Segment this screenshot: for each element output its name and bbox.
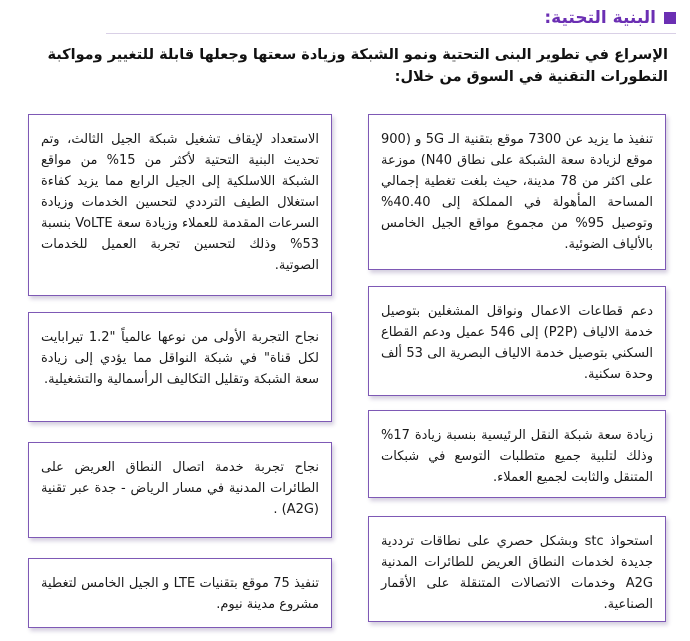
card-neom-coverage: تنفيذ 75 موقع بتقنيات LTE و الجيل الخامس لتغطية مشروع مدينة نيوم. [28,558,332,628]
bullet-square-icon [664,12,676,24]
section-heading [544,8,676,28]
card-terabit-trial: نجاح التجربة الأولى من نوعها عالمياً "1.2 تيرابايت لكل قناة" في شبكة النواقل مما يؤدي إلى زيادة سعة الشبكة وتقليل التكاليف الرأسمالية والتشغيلية. [28,312,332,422]
card-spectrum-acquisition: استحواذ stc وبشكل حصري على نطاقات ترددية جديدة لخدمات النطاق العريض للطائرات المدنية A2G وخدمات الاتصالات المتنقلة على الأقمار الصناعية. [368,516,666,622]
section-intro: الإسراع في تطوير البنى التحتية ونمو الشبكة وزيادة سعتها وجعلها قابلة للتغيير ومواكبة التطورات التقنية في السوق من خلال: [47,47,668,85]
card-fiber-business: دعم قطاعات الاعمال ونواقل المشغلين بتوصيل خدمة الالياف (P2P) إلى 546 عميل ودعم القطاع السكني بتوصيل خدمة الالياف البصرية الى 53 ألف وحدة سكنية. [368,286,666,396]
card-5g-rollout: تنفيذ ما يزيد عن 7300 موقع بتقنية الـ 5G و (900 موقع لزيادة سعة الشبكة على نطاق N40) موزعة على اكثر من 78 مدينة، حيث بلغت تغطية إجمالي المساحة المأهولة في المملكة إلى 40.40% وتوصيل 95% من مجموع مواقع الجيل الخامس بالألياف الضوئية. [368,114,666,270]
card-3g-shutdown: الاستعداد لإيقاف تشغيل شبكة الجيل الثالث، وتم تحديث البنية التحتية لأكثر من 15% من مواقع الشبكة اللاسلكية إلى الجيل الرابع مما يزيد كفاءة استغلال الطيف الترددي لتحسين الخدمات وزيادة السرعات المقدمة للعملاء وزيادة سعة VoLTE بنسبة 53% وذلك لتحسين تجربة العميل للخدمات الصوتية. [28,114,332,296]
card-transport-capacity: زيادة سعة شبكة النقل الرئيسية بنسبة زيادة 17% وذلك لتلبية جميع متطلبات التوسع في شبكات المتنقل والثابت لجميع العملاء. [368,410,666,498]
heading-divider [106,33,676,34]
section-title: البنية التحتية: [544,8,656,28]
card-a2g-trial: نجاح تجربة خدمة اتصال النطاق العريض على الطائرات المدنية في مسار الرياض - جدة عبر تقنية (A2G) . [28,442,332,538]
